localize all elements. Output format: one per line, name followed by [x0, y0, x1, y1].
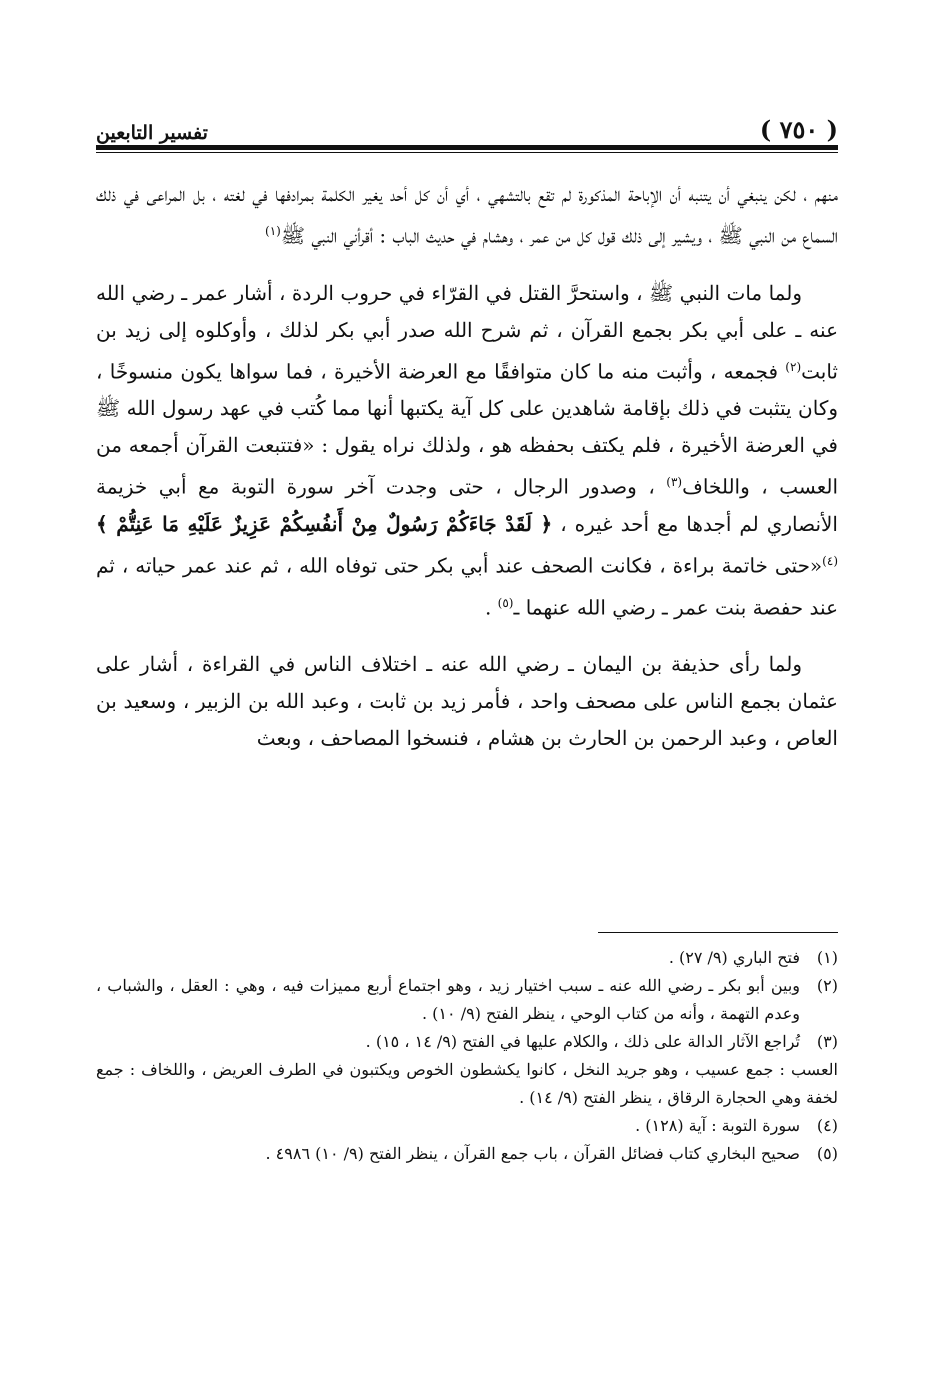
page-header	[96, 104, 838, 144]
main-text	[96, 176, 838, 777]
footnote-item	[96, 1112, 838, 1140]
footnote-ref-2: (٢)	[785, 359, 802, 374]
footnote-text: تُراجع الآثار الدالة على ذلك ، والكلام عليها في الفتح (٩/ ١٤ ، ١٥) .	[365, 1032, 800, 1051]
footnote-item	[96, 944, 838, 972]
paragraph-1	[96, 176, 838, 255]
header-rule-thick	[96, 145, 838, 150]
paragraph-3-text: ولما رأى حذيفة بن اليمان ـ رضي الله عنه ـ اختلاف الناس في القراءة ، أشار على عثمان بجمع الناس على مصحف واحد ، فأمر زيد بن ثابت ، وعبد الله بن الزبير ، وسعيد بن العاص ، وعبد الرحمن بن الحارث بن هشام ، فنسخوا المصاحف ، وبعث	[96, 652, 838, 751]
paragraph-2-text-a: ولما مات النبي ﷺ ، واستحرَّ القتل في القرّاء في حروب الردة ، أشار عمر ـ رضي الله عنه ـ على أبي بكر بجمع القرآن ، ثم شرح الله صدر أبي بكر لذلك ، وأوكلوه إلى زيد بن ثابت	[96, 280, 838, 384]
paragraph-2-text-d: «حتى خاتمة براءة ، فكانت الصحف عند أبي بكر حتى توفاه الله ، ثم عند عمر حياته ، ثم عند حفصة بنت عمر ـ رضي الله عنهما ـ	[96, 553, 838, 620]
paragraph-2-text-c: ، وصدور الرجال ، حتى وجدت آخر سورة التوبة مع أبي خزيمة الأنصاري لم أجدها مع أحد غيره ،	[96, 474, 838, 536]
footnote-ref-1: (١)	[265, 224, 281, 238]
footnote-separator	[598, 932, 838, 933]
footnotes	[96, 944, 838, 1168]
footnote-ref-3: (٣)	[666, 475, 683, 490]
paragraph-2	[96, 275, 838, 627]
book-title: تفسير التابعين	[96, 122, 208, 144]
footnote-ref-4: (٤)	[822, 553, 838, 568]
footnote-ref-5: (٥)	[497, 595, 514, 610]
footnote-number: (٥)	[816, 1144, 838, 1163]
footnote-number: (٤)	[816, 1116, 838, 1135]
quran-verse: ﴿ لَقَدْ جَاءَكُمْ رَسُولٌ مِنْ أَنفُسِكُمْ عَزِيزٌ عَلَيْهِ مَا عَنِتُّمْ ﴾	[96, 511, 553, 536]
page-number: ( ٧٥٠ )	[759, 115, 838, 144]
footnote-text: سورة التوبة : آية (١٢٨) .	[635, 1116, 800, 1135]
footnote-item	[96, 1140, 838, 1168]
footnote-item	[96, 972, 838, 1028]
paragraph-2-text-b: فجمعه ، وأثبت منه ما كان متوافقًا مع العرضة الأخيرة ، فما سواها يكون منسوخًا ، وكان يتثبت في ذلك بإقامة شاهدين على كل آية يكتبها أنها مما كُتب في عهد رسول الله ﷺ في العرضة الأخيرة ، فلم يكتف بحفظه هو ، ولذلك نراه يقول : «فتتبعت القرآن أجمعه من العسب ، واللخاف	[96, 359, 838, 499]
footnote-number: (٢)	[816, 976, 838, 995]
footnote-text: وبين أبو بكر ـ رضي الله عنه ـ سبب اختيار زيد ، وهو اجتماع أربع مميزات فيه ، وهي : العقل ، والشباب ، وعدم التهمة ، وأنه من كتاب الوحي ، ينظر الفتح (٩/ ١٠) .	[96, 976, 801, 1023]
header-rule-thin	[96, 152, 838, 153]
footnote-text: فتح الباري (٩/ ٢٧) .	[668, 948, 800, 967]
footnote-continuation	[96, 1056, 838, 1112]
footnote-number: (١)	[816, 948, 838, 967]
footnote-item	[96, 1028, 838, 1056]
footnote-text: صحيح البخاري كتاب فضائل القرآن ، باب جمع القرآن ، ينظر الفتح (٩/ ١٠) ٤٩٨٦ .	[265, 1144, 800, 1163]
footnote-text: العسب : جمع عسيب ، وهو جريد النخل ، كانوا يكشطون الخوص ويكتبون في الطرف العريض ، واللخاف : جمع لخفة وهي الحجارة الرقاق ، ينظر الفتح (٩/ ١٤) .	[96, 1060, 838, 1107]
footnote-number: (٣)	[816, 1032, 838, 1051]
paragraph-1-text: منهم ، لكن ينبغي أن يتنبه أن الإباحة المذكورة لم تقع بالتشهي ، أي أن كل أحد يغير الكلمة بمرادفها في لغته ، بل المراعى في ذلك السماع من النبي ﷺ ، ويشير إلى ذلك قول كل من عمر ، وهشام في حديث الباب : أقرأني النبي ﷺ	[96, 182, 838, 248]
paragraph-2-end: .	[484, 595, 498, 620]
paragraph-3	[96, 646, 838, 757]
